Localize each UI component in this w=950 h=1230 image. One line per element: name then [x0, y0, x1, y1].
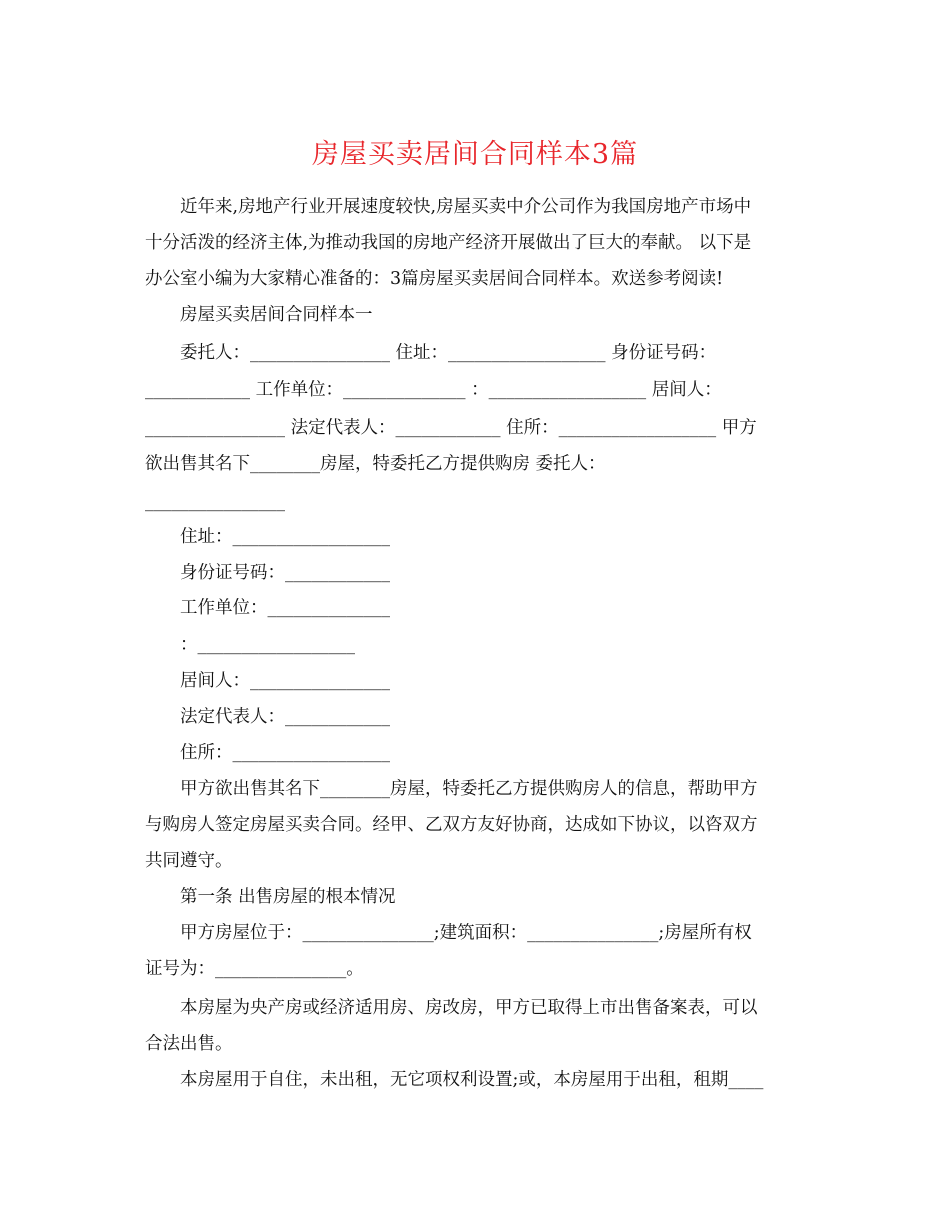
- text-line: 法定代表人：____________: [180, 707, 390, 727]
- text-line: 办公室小编为大家精心准备的：3篇房屋买卖居间合同样本。欢送参考阅读!: [145, 269, 724, 289]
- text-line: 本房屋用于自住，未出租，无它项权利设置;或，本房屋用于出租，租期____: [180, 1070, 764, 1090]
- text-line: 甲方房屋位于：_______________;建筑面积：_______________;房屋所有权: [180, 923, 752, 943]
- text-line: 工作单位：______________: [180, 598, 390, 618]
- text-line: 十分活泼的经济主体,为推动我国的房地产经济开展做出了巨大的奉献。 以下是: [145, 233, 752, 253]
- text-line: 居间人：________________: [180, 671, 390, 691]
- text-line: 身份证号码：____________: [180, 563, 390, 583]
- text-line: 与购房人签定房屋买卖合同。经甲、乙双方友好协商，达成如下协议，以咨双方: [145, 815, 758, 835]
- text-line: 本房屋为央产房或经济适用房、房改房，甲方已取得上市出售备案表，可以: [180, 998, 758, 1018]
- text-line: 证号为：_______________。: [145, 959, 364, 979]
- text-line: ____________ 工作单位：______________ ：__________________ 居间人：: [145, 380, 722, 400]
- text-line: ________________: [145, 492, 285, 512]
- text-line: 委托人：________________ 住址：__________________ 身份证号码：: [180, 343, 717, 363]
- text-line: 欲出售其名下________房屋，特委托乙方提供购房 委托人：: [145, 454, 606, 474]
- text-line: 住址：__________________: [180, 527, 390, 547]
- text-line: 共同遵守。: [145, 851, 233, 871]
- text-line: 第一条 出售房屋的根本情况: [180, 887, 396, 907]
- text-line: 甲方欲出售其名下________房屋，特委托乙方提供购房人的信息，帮助甲方: [180, 779, 758, 799]
- text-line: 近年来,房地产行业开展速度较快,房屋买卖中介公司作为我国房地产市场中: [180, 197, 752, 217]
- document-title: 房屋买卖居间合同样本3篇: [311, 139, 639, 170]
- text-line: 住所：__________________: [180, 743, 390, 763]
- text-line: ：__________________: [180, 635, 355, 655]
- text-line: 房屋买卖居间合同样本一: [180, 305, 373, 325]
- text-line: 合法出售。: [145, 1034, 233, 1054]
- text-line: ________________ 法定代表人：____________ 住所：__________________ 甲方: [145, 418, 757, 438]
